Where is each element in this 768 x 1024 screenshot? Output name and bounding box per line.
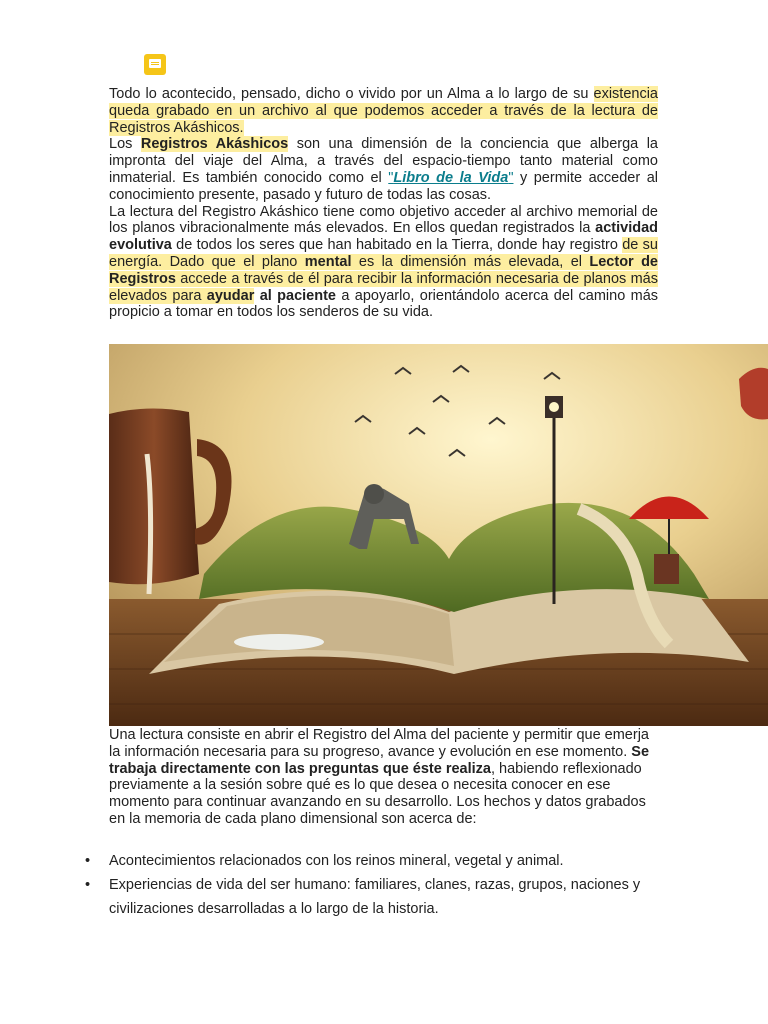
- paragraph-registros: [109, 136, 658, 203]
- intro-text: Todo lo acontecido, pensado, dicho o vivido por un Alma a lo largo de su: [109, 86, 594, 102]
- lectura-text-end: a apoyarlo, orientándolo acerca del camino más propicio a tomar en todos los senderos de su vida.: [109, 287, 659, 321]
- list-item: • Experiencias de vida del ser humano: familiares, clanes, razas, grupos, naciones y civilizaciones desarrolladas a lo largo de la historia.: [109, 873, 669, 921]
- paragraph-una-lectura: [109, 727, 658, 828]
- actividad-evolutiva-bold: actividad evolutiva: [109, 220, 658, 254]
- text-block-top: [109, 86, 658, 321]
- paragraph-intro: [109, 86, 658, 136]
- registros-term: Registros Akáshicos: [140, 136, 289, 153]
- illustration-svg: [109, 344, 768, 726]
- quote-open: ": [388, 169, 394, 186]
- text-block-bottom: [109, 727, 658, 828]
- lectura-highlight-3: accede a través de él para recibir la información necesaria de planos más elevados para: [109, 270, 658, 304]
- ayudar-bold: ayudar: [206, 287, 255, 304]
- list-item: • Acontecimientos relacionados con los reinos mineral, vegetal y animal.: [109, 849, 669, 873]
- libro-de-la-vida-link[interactable]: Libro de la Vida: [393, 169, 509, 186]
- book-landscape-image: [109, 344, 768, 726]
- quote-close: ": [508, 169, 514, 186]
- al-paciente-bold: al paciente: [259, 287, 336, 304]
- se-trabaja-bold: Se trabaja directamente con las preguntas que éste realiza: [109, 743, 650, 777]
- lector-de-registros-bold: Lector de Registros: [109, 253, 658, 287]
- lectura-text-1: La lectura del Registro Akáshico tiene como objetivo acceder al archivo memorial de los planos vibracionalmente más elevados. En ellos quedan registrados la: [109, 203, 658, 237]
- intro-highlight: existencia queda grabado en un archivo al que podemos acceder a través de la lectura de Registros Akáshicos.: [109, 86, 658, 136]
- registros-text: son una dimensión de la conciencia que alberga la impronta del viaje del Alma, a través del espacio-tiempo tanto material como inmaterial. Es también conocido como el: [109, 136, 658, 186]
- paragraph-lectura: [109, 204, 658, 322]
- lectura-highlight-2: es la dimensión más elevada, el: [351, 253, 590, 270]
- lectura-highlight-1: de su energía. Dado que el plano: [109, 237, 658, 270]
- una-lectura-text-end: , habiendo reflexionado previamente a la sesión sobre qué es lo que desea o necesita conocer en ese momento para continuar avanzando en su desarrollo. Los hechos y datos grabados en la memoria de cada plano dimensional son acerca de:: [109, 760, 646, 827]
- bullet-list: [109, 849, 669, 921]
- registros-text-end: y permite acceder al conocimiento presente, pasado y futuro de todas las cosas.: [109, 169, 658, 203]
- una-lectura-text: Una lectura consiste en abrir el Registro del Alma del paciente y permitir que emerja la información necesaria para su progreso, avance y evolución en ese momento.: [109, 727, 649, 760]
- mental-bold: mental: [304, 253, 352, 270]
- lectura-text-2: de todos los seres que han habitado en la Tierra, donde hay registro: [171, 237, 623, 254]
- comment-icon[interactable]: [144, 54, 166, 75]
- registros-prefix: Los: [109, 136, 141, 153]
